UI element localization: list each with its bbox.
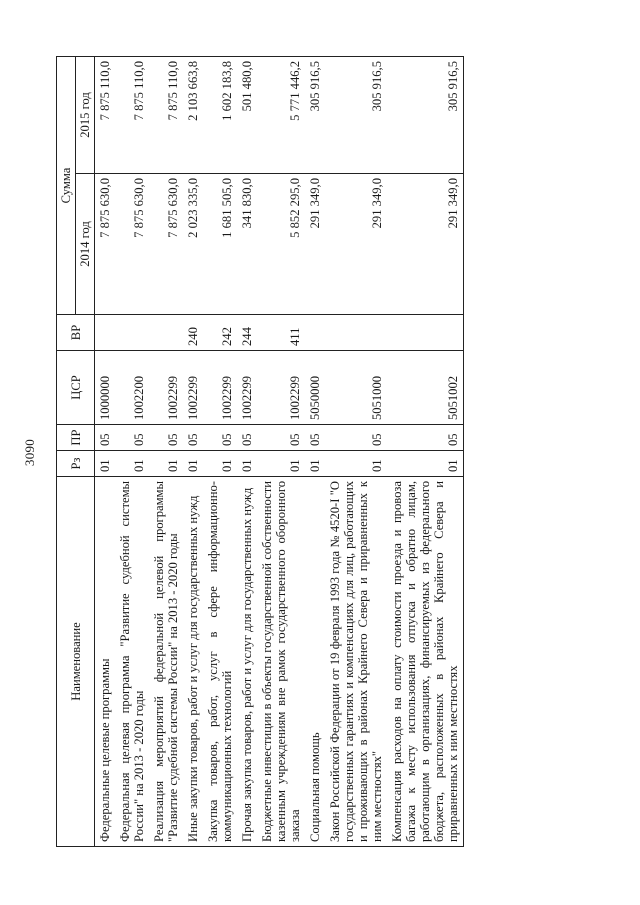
- cell-pr: 05: [305, 425, 325, 451]
- header-name: Наименование: [57, 477, 95, 847]
- cell-csr: 1002299: [237, 351, 257, 425]
- cell-rz: 01: [237, 451, 257, 477]
- cell-rz: 01: [325, 451, 387, 477]
- cell-csr: 1000000: [95, 351, 116, 425]
- budget-table: [56, 56, 464, 847]
- cell-rz: 01: [183, 451, 203, 477]
- cell-2015: 1 602 183,8: [203, 57, 237, 174]
- header-2014: 2014 год: [76, 174, 95, 315]
- cell-name: Компенсация расходов на оплату стоимости проезда и провоза багажа к месту использования отпуска и обратно лицам, работающим в организациях, финансируемых из федерального бюджета, расположенных в районах Крайнего Севера и приравненных к ним местностях: [387, 477, 464, 847]
- cell-2015: 305 916,5: [305, 57, 325, 174]
- cell-rz: 01: [95, 451, 116, 477]
- cell-pr: 05: [95, 425, 116, 451]
- cell-rz: 01: [203, 451, 237, 477]
- cell-2014: 341 830,0: [237, 174, 257, 315]
- header-pr: ПР: [57, 425, 95, 451]
- table-row: [387, 57, 464, 847]
- cell-name: Бюджетные инвестиции в объекты государственной собственности казенным учреждениям вне рамок государственного оборонного заказа: [257, 477, 305, 847]
- cell-csr: 5051000: [325, 351, 387, 425]
- cell-2015: 7 875 110,0: [115, 57, 149, 174]
- table-row: [237, 57, 257, 847]
- header-sum: Сумма: [57, 57, 76, 315]
- table-row: [95, 57, 116, 847]
- cell-pr: 05: [387, 425, 464, 451]
- cell-csr: 5050000: [305, 351, 325, 425]
- table-row: [203, 57, 237, 847]
- cell-rz: 01: [115, 451, 149, 477]
- cell-vr: 411: [257, 315, 305, 351]
- table-row: [149, 57, 183, 847]
- cell-name: Федеральные целевые программы: [95, 477, 116, 847]
- cell-rz: 01: [257, 451, 305, 477]
- cell-vr: [115, 315, 149, 351]
- cell-vr: [95, 315, 116, 351]
- page-number: 3090: [22, 438, 37, 467]
- cell-csr: 1002299: [203, 351, 237, 425]
- cell-rz: 01: [387, 451, 464, 477]
- table-row: [183, 57, 203, 847]
- cell-name: Закупка товаров, работ, услуг в сфере информационно-коммуникационных технологий: [203, 477, 237, 847]
- cell-vr: [325, 315, 387, 351]
- cell-2015: 501 480,0: [237, 57, 257, 174]
- cell-2014: 291 349,0: [325, 174, 387, 315]
- cell-rz: 01: [149, 451, 183, 477]
- cell-2015: 305 916,5: [387, 57, 464, 174]
- cell-pr: 05: [149, 425, 183, 451]
- cell-2015: 2 103 663,8: [183, 57, 203, 174]
- cell-2014: 7 875 630,0: [115, 174, 149, 315]
- cell-name: Реализация мероприятий федеральной целевой программы "Развитие судебной системы России" на 2013 - 2020 годы: [149, 477, 183, 847]
- header-2015: 2015 год: [76, 57, 95, 174]
- cell-csr: 1002299: [257, 351, 305, 425]
- cell-pr: 05: [237, 425, 257, 451]
- cell-pr: 05: [203, 425, 237, 451]
- cell-2014: 2 023 335,0: [183, 174, 203, 315]
- cell-rz: 01: [305, 451, 325, 477]
- cell-2015: 305 916,5: [325, 57, 387, 174]
- cell-vr: 244: [237, 315, 257, 351]
- cell-2015: 7 875 110,0: [95, 57, 116, 174]
- table-row: [305, 57, 325, 847]
- cell-pr: 05: [257, 425, 305, 451]
- cell-name: Федеральная целевая программа "Развитие судебной системы России" на 2013 - 2020 годы: [115, 477, 149, 847]
- cell-2014: 1 681 505,0: [203, 174, 237, 315]
- cell-2015: 5 771 446,2: [257, 57, 305, 174]
- cell-vr: 240: [183, 315, 203, 351]
- cell-vr: [149, 315, 183, 351]
- cell-2014: 291 349,0: [387, 174, 464, 315]
- cell-2014: 7 875 630,0: [95, 174, 116, 315]
- cell-pr: 05: [325, 425, 387, 451]
- table-row: [325, 57, 387, 847]
- cell-csr: 1002299: [183, 351, 203, 425]
- cell-csr: 5051002: [387, 351, 464, 425]
- table-row: [115, 57, 149, 847]
- cell-2014: 5 852 295,0: [257, 174, 305, 315]
- header-csr: ЦСР: [57, 351, 95, 425]
- cell-csr: 1002299: [149, 351, 183, 425]
- cell-vr: [387, 315, 464, 351]
- cell-2014: 291 349,0: [305, 174, 325, 315]
- cell-pr: 05: [115, 425, 149, 451]
- header-rz: Рз: [57, 451, 95, 477]
- cell-2015: 7 875 110,0: [149, 57, 183, 174]
- cell-2014: 7 875 630,0: [149, 174, 183, 315]
- cell-vr: [305, 315, 325, 351]
- cell-name: Иные закупки товаров, работ и услуг для государственных нужд: [183, 477, 203, 847]
- cell-vr: 242: [203, 315, 237, 351]
- cell-name: Закон Российской Федерации от 19 февраля 1993 года № 4520-I "О государственных гарантиях и компенсациях для лиц, работающих и проживающих в районах Крайнего Севера и приравненных к ним местностях": [325, 477, 387, 847]
- cell-csr: 1002200: [115, 351, 149, 425]
- cell-pr: 05: [183, 425, 203, 451]
- cell-name: Социальная помощь: [305, 477, 325, 847]
- table-body: [95, 57, 464, 847]
- table-row: [257, 57, 305, 847]
- header-vr: ВР: [57, 315, 95, 351]
- cell-name: Прочая закупка товаров, работ и услуг для государственных нужд: [237, 477, 257, 847]
